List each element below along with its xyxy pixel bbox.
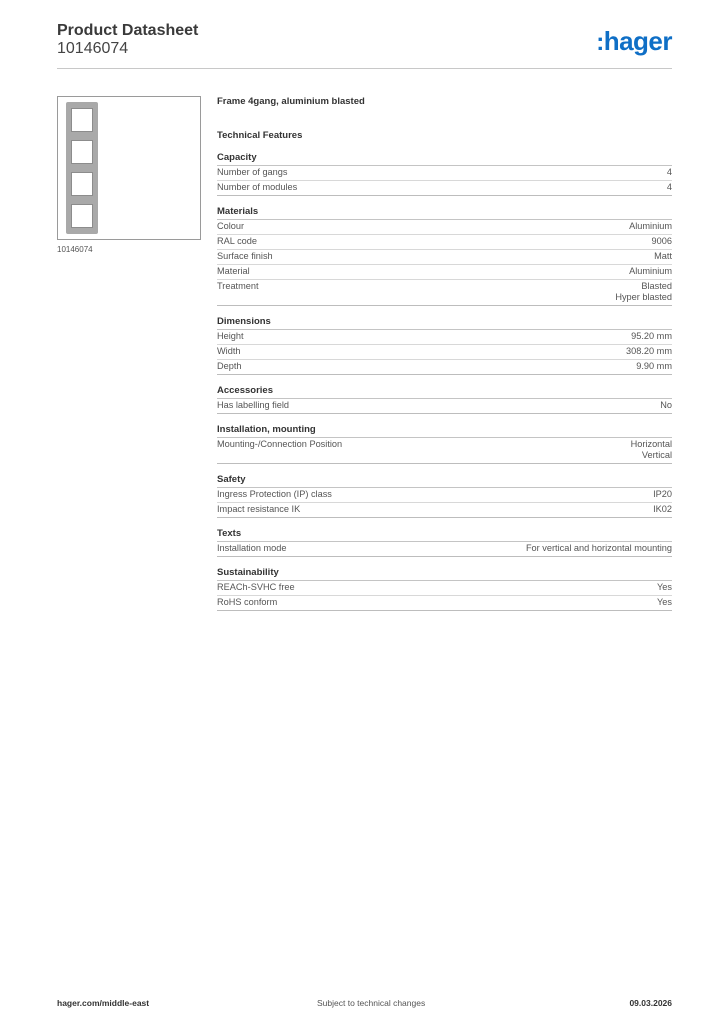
product-name: Frame 4gang, aluminium blasted [217,96,365,107]
spec-label: Has labelling field [217,400,290,410]
spec-row [217,503,672,518]
spec-value: Blasted Hyper blasted [615,281,672,302]
spec-label: Mounting-/Connection Position [217,439,343,449]
spec-row [217,265,672,280]
spec-value: Horizontal Vertical [630,439,672,460]
spec-row [217,360,672,375]
section-title: Dimensions [217,316,672,330]
frame-window [71,172,93,196]
section-accessories [217,385,672,414]
spec-value: 308.20 mm [626,346,672,356]
spec-row [217,330,672,345]
spec-label: Depth [217,361,242,371]
spec-row [217,542,672,557]
footer-date: 09.03.2026 [629,998,672,1008]
spec-value: Matt [654,251,672,261]
hager-logo [596,26,672,57]
product-content [217,96,672,611]
spec-label: Number of modules [217,182,298,192]
product-image [57,96,201,240]
section-installation [217,424,672,464]
section-title: Materials [217,206,672,220]
spec-label: Surface finish [217,251,273,261]
spec-label: Treatment [217,281,259,291]
spec-label: Impact resistance IK [217,504,301,514]
spec-value: Yes [657,582,672,592]
spec-label: Width [217,346,241,356]
spec-row [217,250,672,265]
spec-value: IP20 [653,489,672,499]
spec-row [217,181,672,196]
section-texts [217,528,672,557]
spec-row [217,399,672,414]
spec-row [217,220,672,235]
spec-value: 4 [666,167,672,177]
page-footer [57,998,672,1010]
technical-features-heading: Technical Features [217,130,303,141]
spec-label: Material [217,266,250,276]
spec-value: 95.20 mm [631,331,672,341]
section-title: Accessories [217,385,672,399]
spec-label: Ingress Protection (IP) class [217,489,332,499]
logo-text: hager [603,26,672,56]
spec-row [217,488,672,503]
image-caption: 10146074 [57,245,93,254]
spec-value: IK02 [653,504,672,514]
spec-label: Installation mode [217,543,287,553]
spec-value: 9.90 mm [636,361,672,371]
spec-label: Colour [217,221,245,231]
spec-row [217,235,672,250]
spec-value: Yes [657,597,672,607]
spec-row [217,438,672,464]
spec-value: Aluminium [629,221,672,231]
section-title: Safety [217,474,672,488]
spec-value: No [660,400,672,410]
logo-dots-icon: : [596,29,604,56]
spec-row [217,581,672,596]
section-safety [217,474,672,518]
section-materials [217,206,672,306]
section-title: Sustainability [217,567,672,581]
product-number: 10146074 [57,40,129,57]
spec-label: RAL code [217,236,258,246]
spec-value: 4 [666,182,672,192]
section-sustainability [217,567,672,611]
frame-window [71,204,93,228]
document-title: Product Datasheet [57,22,199,39]
frame-window [71,140,93,164]
spec-label: REACh-SVHC free [217,582,295,592]
page-header [57,20,672,68]
section-dimensions [217,316,672,375]
frame-4gang-icon [66,102,98,234]
footer-notice: Subject to technical changes [317,998,426,1008]
spec-row [217,345,672,360]
spec-row [217,596,672,611]
spec-label: RoHS conform [217,597,278,607]
section-title: Texts [217,528,672,542]
section-title: Installation, mounting [217,424,672,438]
section-title: Capacity [217,152,672,166]
spec-value: Aluminium [629,266,672,276]
spec-row [217,166,672,181]
frame-window [71,108,93,132]
section-capacity [217,152,672,196]
spec-label: Number of gangs [217,167,288,177]
spec-row [217,280,672,306]
spec-label: Height [217,331,244,341]
header-divider [57,68,672,69]
footer-website-link[interactable]: hager.com/middle-east [57,998,150,1008]
spec-value: 9006 [651,236,672,246]
spec-value: For vertical and horizontal mounting [525,543,672,553]
